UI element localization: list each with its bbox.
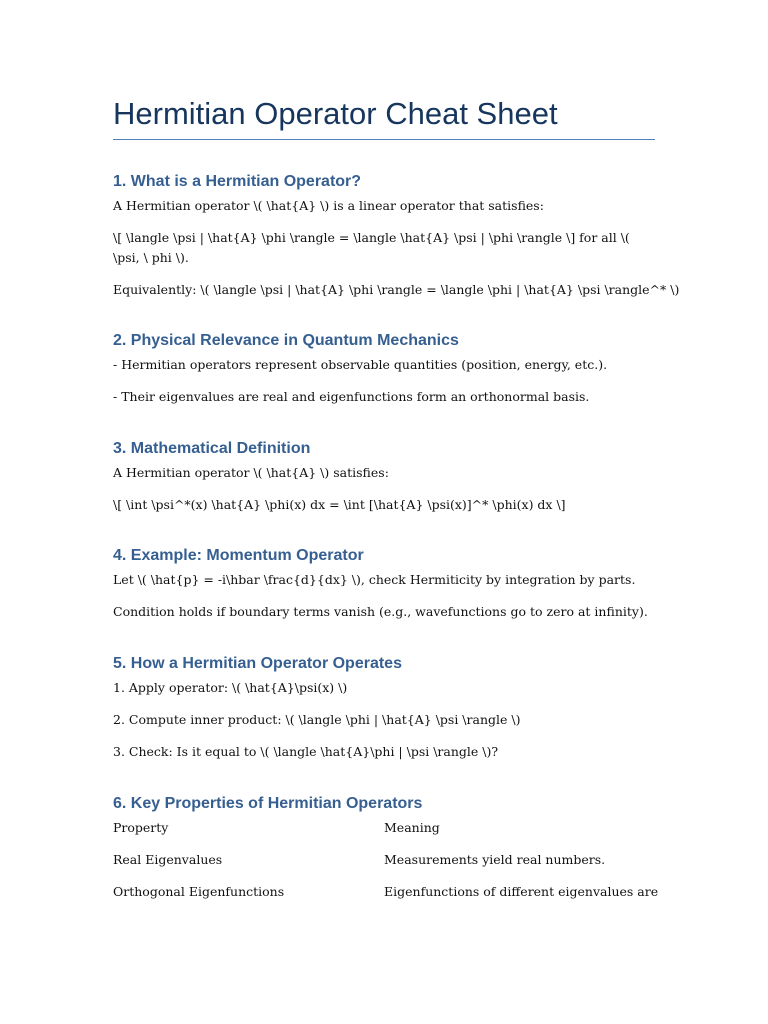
section-heading-what-is: 1. What is a Hermitian Operator? bbox=[113, 173, 362, 190]
section-heading-physical-relevance: 2. Physical Relevance in Quantum Mechanics bbox=[113, 332, 459, 349]
table-cell-meaning: Eigenfunctions of different eigenvalues are bbox=[384, 884, 659, 899]
section-5-step-1: 1. Apply operator: \( \hat{A}\psi(x) \) bbox=[113, 680, 348, 695]
table-cell-property: Real Eigenvalues bbox=[113, 852, 223, 867]
section-4-paragraph-2: Condition holds if boundary terms vanish (e.g., wavefunctions go to zero at infinity). bbox=[113, 604, 648, 619]
section-4-paragraph-1: Let \( \hat{p} = -i\hbar \frac{d}{dx} \), check Hermiticity by integration by parts. bbox=[113, 572, 636, 587]
section-5-step-3: 3. Check: Is it equal to \( \langle \hat{A}\phi | \psi \rangle \)? bbox=[113, 744, 499, 759]
document-title: Hermitian Operator Cheat Sheet bbox=[113, 96, 558, 131]
section-2-paragraph-1: - Hermitian operators represent observable quantities (position, energy, etc.). bbox=[113, 357, 608, 372]
title-underline bbox=[113, 139, 655, 140]
section-1-paragraph-1: A Hermitian operator \( \hat{A} \) is a linear operator that satisfies: bbox=[113, 198, 544, 213]
table-cell-property: Orthogonal Eigenfunctions bbox=[113, 884, 285, 899]
section-heading-how-it-operates: 5. How a Hermitian Operator Operates bbox=[113, 655, 402, 672]
section-3-paragraph-2: \[ \int \psi^*(x) \hat{A} \phi(x) dx = \int [\hat{A} \psi(x)]^* \phi(x) dx \] bbox=[113, 497, 566, 512]
table-header-meaning: Meaning bbox=[384, 820, 440, 835]
table-header-property: Property bbox=[113, 820, 169, 835]
section-1-paragraph-3: Equivalently: \( \langle \psi | \hat{A} \phi \rangle = \langle \phi | \hat{A} \psi \rangle^* \) bbox=[113, 282, 680, 297]
section-heading-key-properties: 6. Key Properties of Hermitian Operators bbox=[113, 795, 423, 812]
section-heading-momentum-example: 4. Example: Momentum Operator bbox=[113, 547, 364, 564]
section-1-paragraph-2: \[ \langle \psi | \hat{A} \phi \rangle = \langle \hat{A} \psi | \phi \rangle \] for all \( \psi, \ phi \). bbox=[113, 230, 630, 265]
table-cell-meaning: Measurements yield real numbers. bbox=[384, 852, 606, 867]
section-5-step-2: 2. Compute inner product: \( \langle \phi | \hat{A} \psi \rangle \) bbox=[113, 712, 521, 727]
section-3-paragraph-1: A Hermitian operator \( \hat{A} \) satisfies: bbox=[113, 465, 389, 480]
section-heading-math-definition: 3. Mathematical Definition bbox=[113, 440, 311, 457]
section-2-paragraph-2: - Their eigenvalues are real and eigenfunctions form an orthonormal basis. bbox=[113, 389, 590, 404]
